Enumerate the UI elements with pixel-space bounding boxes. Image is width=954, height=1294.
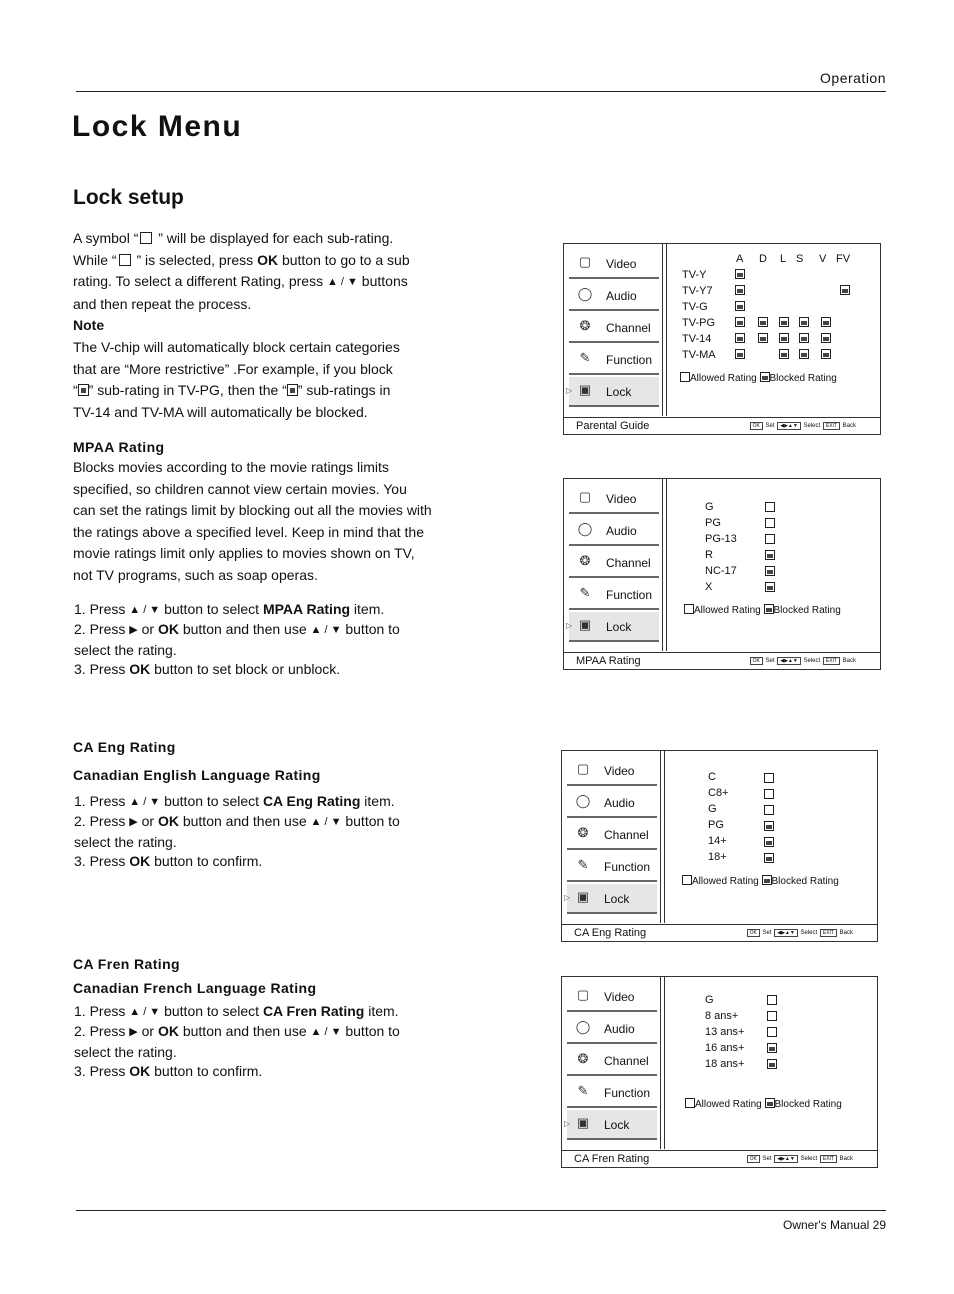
menu-item-lock[interactable]: ▷ ▣ Lock — [569, 612, 659, 642]
cb-tv-y7-fv[interactable] — [840, 285, 850, 295]
channel-icon: ❂ — [577, 825, 589, 840]
cb-pg-13[interactable] — [765, 534, 775, 544]
cb-tv-pg-l[interactable] — [779, 317, 789, 327]
audio-icon: ◯ — [575, 1019, 591, 1034]
channel-icon: ❂ — [577, 1051, 589, 1066]
cafren-steps: 1. Press ▲ / ▼ button to select CA Fren Rating item. 2. Press ▶ or OK button and then use ▲ / ▼ button to select the rating. 3. Press OK button to confirm. — [74, 1003, 400, 1080]
ca-fren-rating-screen — [561, 976, 878, 1168]
menu-item-audio[interactable]: ◯ Audio — [569, 516, 659, 546]
rating-8-ans[interactable]: 8 ans+ — [705, 1010, 739, 1022]
video-icon: ▢ — [578, 489, 592, 504]
caret-right-icon: ▷ — [564, 893, 571, 902]
audio-icon: ◯ — [575, 793, 591, 808]
lock-icon: ▣ — [576, 889, 590, 904]
menu-item-lock[interactable]: ▷ ▣ Lock — [567, 1110, 657, 1140]
rating-legend: Allowed Rating Blocked Rating — [685, 1098, 842, 1110]
menu-item-function[interactable]: ✎ Function — [569, 580, 659, 610]
col-l: L — [780, 253, 787, 265]
menu-item-audio[interactable]: ◯ Audio — [567, 1014, 657, 1044]
rating-14[interactable]: 14+ — [708, 835, 727, 847]
col-fv: FV — [836, 253, 851, 265]
screen-title: Parental Guide — [576, 420, 650, 432]
screen-footer: Parental Guide OK Set ◀▶▲▼ Select EXIT Back — [564, 417, 880, 434]
screen-title: CA Fren Rating — [574, 1153, 650, 1165]
menu-item-channel[interactable]: ❂ Channel — [567, 820, 657, 850]
cb-tv-pg-s[interactable] — [799, 317, 809, 327]
menu-item-audio[interactable]: ◯ Audio — [569, 281, 659, 311]
lock-icon: ▣ — [578, 617, 592, 632]
screen-footer: MPAA Rating OK Set ◀▶▲▼ Select EXIT Back — [564, 652, 880, 669]
menu-item-channel[interactable]: ❂ Channel — [569, 548, 659, 578]
audio-icon: ◯ — [577, 286, 593, 301]
screen-footer: CA Eng Rating OK Set ◀▶▲▼ Select EXIT Back — [562, 924, 877, 941]
cb-tv-y-a[interactable] — [735, 269, 745, 279]
cb-18-ans[interactable] — [767, 1059, 777, 1069]
video-icon: ▢ — [576, 761, 590, 776]
cb-tv-ma-s[interactable] — [799, 349, 809, 359]
rating-pg[interactable]: PG — [708, 819, 724, 831]
cb-r[interactable] — [765, 550, 775, 560]
cb-tv-14-v[interactable] — [821, 333, 831, 343]
cb-c[interactable] — [764, 773, 774, 783]
cb-16-ans[interactable] — [767, 1043, 777, 1053]
menu-item-function[interactable]: ✎ Function — [567, 1078, 657, 1108]
cb-g[interactable] — [765, 502, 775, 512]
cb-tv-14-d[interactable] — [758, 333, 768, 343]
menu-item-video[interactable]: ▢ Video — [569, 484, 659, 514]
rating-tv-g[interactable]: TV-G — [682, 301, 708, 313]
rating-tv-y7[interactable]: TV-Y7 — [682, 285, 713, 297]
rating-pg[interactable]: PG — [705, 517, 721, 529]
rating-g[interactable]: G — [705, 501, 714, 513]
mpaa-steps: 1. Press ▲ / ▼ button to select MPAA Rating item. 2. Press ▶ or OK button and then use ▲ / ▼ button to select the rating. 3. Press OK button to set block or unblock. — [74, 601, 400, 678]
rating-16-ans[interactable]: 16 ans+ — [705, 1042, 745, 1054]
cb-g[interactable] — [764, 805, 774, 815]
rating-tv-pg[interactable]: TV-PG — [682, 317, 716, 329]
section-label: Operation — [820, 70, 886, 86]
section-title: Lock setup — [73, 186, 184, 209]
cb-tv-ma-v[interactable] — [821, 349, 831, 359]
lock-icon: ▣ — [578, 382, 592, 397]
cafren-subheading: Canadian French Language Rating — [73, 980, 317, 996]
col-s: S — [796, 253, 804, 265]
parental-guide-screen — [563, 243, 881, 435]
screen-footer: CA Fren Rating OK Set ◀▶▲▼ Select EXIT Back — [562, 1150, 877, 1167]
mpaa-description: Blocks movies according to the movie ratings limits specified, so children cannot view certain movies. You can set the ratings limit by blocking out all the movies with the ratings above a specified level. Keep in mind that the movie ratings limit only applies to movies shown on TV, not TV programs, such as soap operas. — [73, 459, 432, 583]
cb-tv-14-a[interactable] — [735, 333, 745, 343]
channel-icon: ❂ — [579, 318, 591, 333]
video-icon: ▢ — [578, 254, 592, 269]
rating-tv-14[interactable]: TV-14 — [682, 333, 712, 345]
page-title: Lock Menu — [72, 110, 243, 143]
note-heading: Note — [73, 317, 105, 334]
lock-icon — [287, 384, 298, 396]
caret-right-icon: ▷ — [566, 386, 573, 395]
rating-tv-ma[interactable]: TV-MA — [682, 349, 716, 361]
rating-pg-13[interactable]: PG-13 — [705, 533, 737, 545]
cb-tv-pg-a[interactable] — [735, 317, 745, 327]
col-d: D — [759, 253, 767, 265]
intro-text: A symbol “ ” will be displayed for each sub-rating. While “ ” is selected, press OK button to go to a sub rating. To select a different Rating, press ▲ / ▼ buttons and then repeat the process. Note The V-chip will automatically block certain categories that are “More restrictive” .For example, if you block “ ” sub-rating in TV-PG, then the “ ” sub-ratings in TV-14 and TV-MA will automatically be blocked. — [73, 228, 483, 423]
rating-nc-17[interactable]: NC-17 — [705, 565, 737, 577]
rating-legend: Allowed Rating Blocked Rating — [682, 875, 839, 887]
lock-icon: ▣ — [576, 1115, 590, 1130]
rating-tv-y[interactable]: TV-Y — [682, 269, 707, 281]
caeng-subheading: Canadian English Language Rating — [73, 767, 321, 783]
rating-x[interactable]: X — [705, 581, 713, 593]
menu-item-video[interactable]: ▢ Video — [567, 982, 657, 1012]
header-rule — [76, 91, 886, 92]
allowed-symbol-icon — [140, 232, 152, 244]
lock-icon — [78, 384, 89, 396]
screen-title: CA Eng Rating — [574, 927, 647, 939]
cb-pg[interactable] — [765, 518, 775, 528]
cb-g[interactable] — [767, 995, 777, 1005]
menu-item-audio[interactable]: ◯ Audio — [567, 788, 657, 818]
rating-legend: Allowed Rating Blocked Rating — [680, 372, 837, 384]
cb-tv-14-s[interactable] — [799, 333, 809, 343]
function-icon: ✎ — [579, 350, 591, 365]
cb-tv-ma-l[interactable] — [779, 349, 789, 359]
caret-right-icon: ▷ — [566, 621, 573, 630]
cb-pg[interactable] — [764, 821, 774, 831]
cb-14[interactable] — [764, 837, 774, 847]
cb-tv-y7-a[interactable] — [735, 285, 745, 295]
col-v: V — [819, 253, 827, 265]
page-footer: Owner's Manual 29 — [782, 1218, 886, 1232]
cafren-heading: CA Fren Rating — [73, 956, 180, 972]
function-icon: ✎ — [577, 1083, 589, 1098]
menu-item-function[interactable]: ✎ Function — [569, 345, 659, 375]
cb-13-ans[interactable] — [767, 1027, 777, 1037]
caeng-heading: CA Eng Rating — [73, 739, 176, 755]
function-icon: ✎ — [579, 585, 591, 600]
caret-right-icon: ▷ — [564, 1119, 571, 1128]
cb-tv-g-a[interactable] — [735, 301, 745, 311]
mpaa-heading: MPAA Rating — [73, 439, 165, 455]
cb-x[interactable] — [765, 582, 775, 592]
up-down-arrows-icon: ▲ / ▼ — [326, 276, 358, 289]
menu-item-channel[interactable]: ❂ Channel — [567, 1046, 657, 1076]
menu-item-function[interactable]: ✎ Function — [567, 852, 657, 882]
rating-g[interactable]: G — [708, 803, 717, 815]
menu-item-lock[interactable]: ▷ ▣ Lock — [567, 884, 657, 914]
menu-item-lock[interactable]: ▷ ▣ Lock — [569, 377, 659, 407]
allowed-symbol-icon — [119, 254, 131, 266]
cb-tv-ma-a[interactable] — [735, 349, 745, 359]
rating-legend: Allowed Rating Blocked Rating — [684, 604, 841, 616]
rating-g[interactable]: G — [705, 994, 714, 1006]
cb-tv-14-l[interactable] — [779, 333, 789, 343]
ca-eng-rating-screen — [561, 750, 878, 942]
rating-c[interactable]: C — [708, 771, 716, 783]
col-a: A — [736, 253, 744, 265]
caeng-steps: 1. Press ▲ / ▼ button to select CA Eng Rating item. 2. Press ▶ or OK button and then use ▲ / ▼ button to select the rating. 3. Press OK button to confirm. — [74, 793, 400, 870]
video-icon: ▢ — [576, 987, 590, 1002]
cb-8-ans[interactable] — [767, 1011, 777, 1021]
rating-c8[interactable]: C8+ — [708, 787, 729, 799]
cb-tv-pg-d[interactable] — [758, 317, 768, 327]
menu-item-video[interactable]: ▢ Video — [567, 756, 657, 786]
rating-r[interactable]: R — [705, 549, 713, 561]
footer-rule — [76, 1210, 886, 1211]
rating-18[interactable]: 18+ — [708, 851, 727, 863]
menu-item-video[interactable]: ▢ Video — [569, 249, 659, 279]
mpaa-rating-screen — [563, 478, 881, 670]
rating-13-ans[interactable]: 13 ans+ — [705, 1026, 745, 1038]
menu-item-channel[interactable]: ❂ Channel — [569, 313, 659, 343]
channel-icon: ❂ — [579, 553, 591, 568]
function-icon: ✎ — [577, 857, 589, 872]
audio-icon: ◯ — [577, 521, 593, 536]
cb-nc-17[interactable] — [765, 566, 775, 576]
cb-c8[interactable] — [764, 789, 774, 799]
rating-18-ans[interactable]: 18 ans+ — [705, 1058, 745, 1070]
cb-18[interactable] — [764, 853, 774, 863]
screen-title: MPAA Rating — [576, 655, 641, 667]
cb-tv-pg-v[interactable] — [821, 317, 831, 327]
